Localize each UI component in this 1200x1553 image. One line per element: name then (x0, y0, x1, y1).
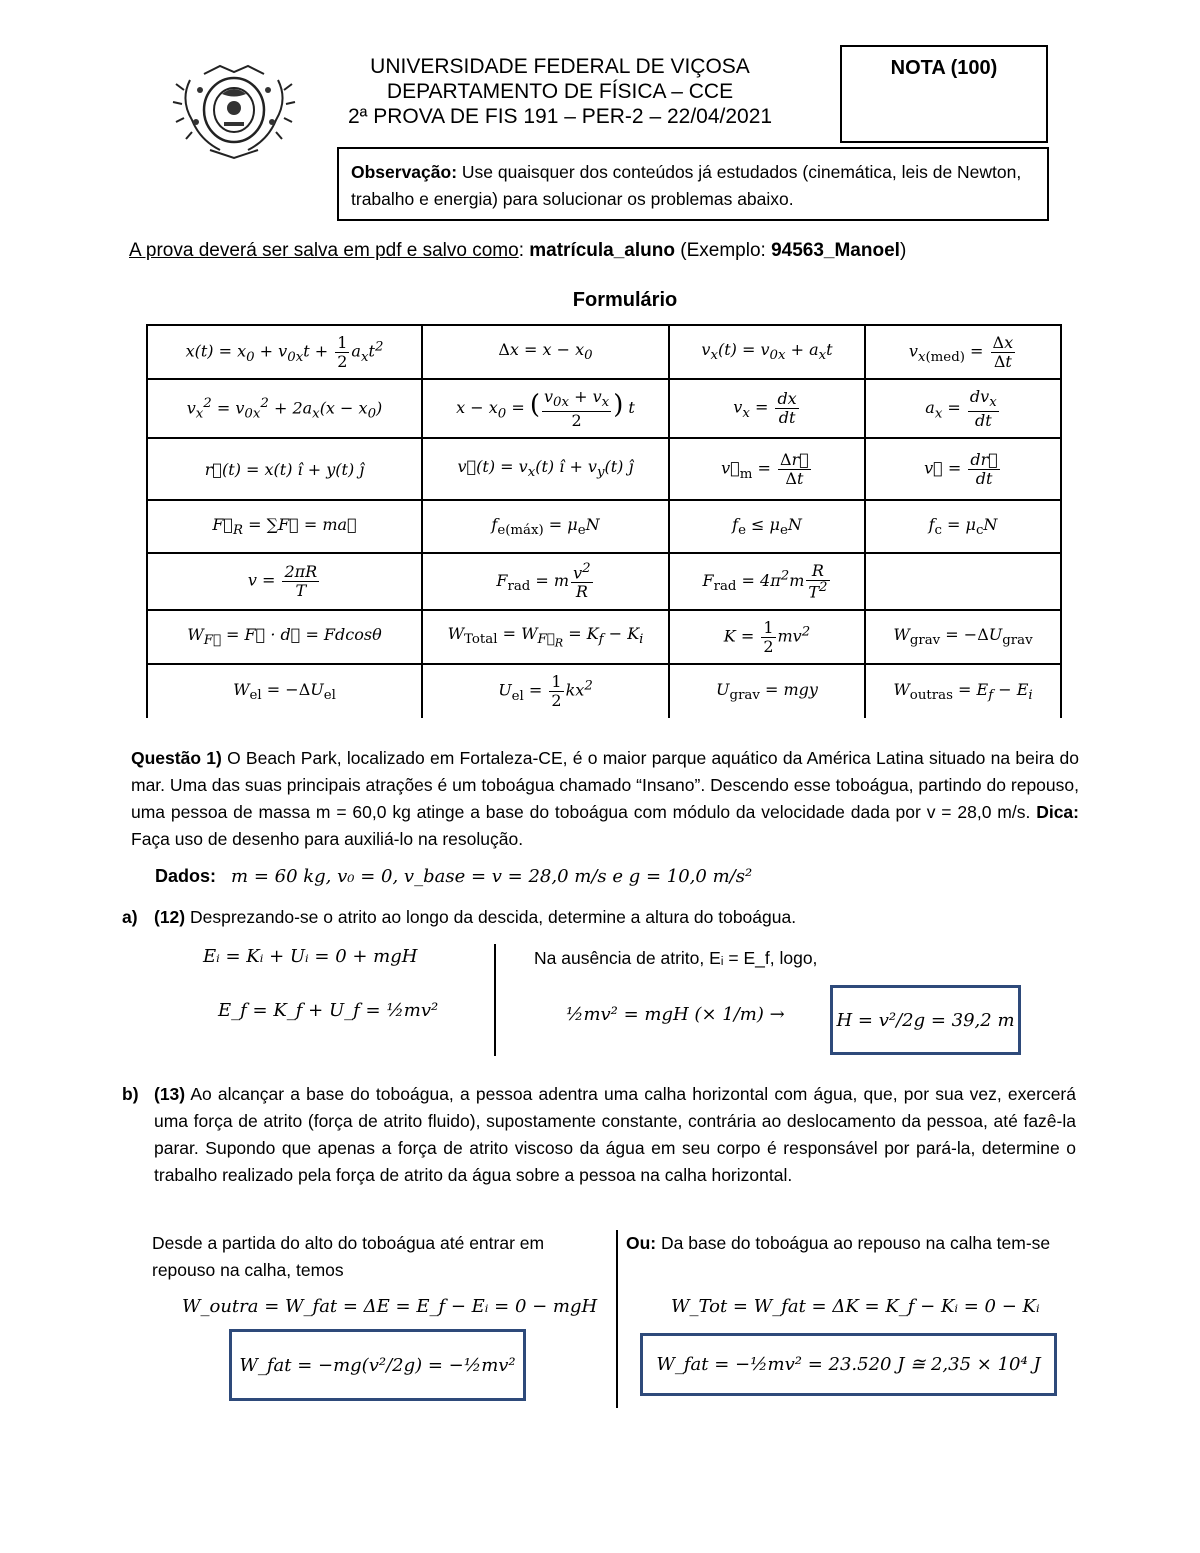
observation-text: Use quaisquer dos conteúdos já estudados (cinemática, leis de Newton, trabalho e energia) para solucionar os problemas abaixo. (351, 162, 1022, 209)
part-b-left-text: Desde a partida do alto do toboágua até entrar em repouso na calha, temos (152, 1233, 545, 1280)
part-b-right-label: Ou: (626, 1233, 657, 1253)
save-instructions: A prova deverá ser salva em pdf e salvo como: matrícula_aluno (Exemplo: 94563_Manoel) (129, 240, 907, 261)
formula-cell: $v⃗_m$ = $\frac{\Delta r⃗}{\Delta t}$ (669, 438, 865, 500)
hint-label: Dica: (1030, 802, 1079, 822)
part-b-right-result-box (640, 1333, 1057, 1396)
formula-cell: $v_x(t) = v_{0x} + a_xt$ (669, 325, 865, 379)
formula-cell: $W_{el} = -\Delta U_{el}$ (147, 664, 422, 718)
part-a-energy-equation: ½mv² = mgH (× 1/m) → (566, 1004, 785, 1025)
formula-cell: r⃗(t) = x(t) î + y(t) ĵ (147, 438, 422, 500)
part-b-left-result-box (229, 1329, 526, 1401)
divider-line (616, 1230, 618, 1408)
formula-cell: $W_{outras} = E_f - E_i$ (865, 664, 1061, 718)
formula-cell: v = $\frac{2\pi R}{T}$ (147, 553, 422, 610)
formula-cell: $f_{e(máx)} = \mu_eN$ (422, 500, 669, 553)
exam-header (340, 54, 780, 129)
hint-text: Faça uso de desenho para auxiliá-lo na resolução. (131, 829, 524, 849)
formula-cell: $U_{grav}$ = mgy (669, 664, 865, 718)
formula-row (147, 500, 1061, 553)
part-b-label: b) (122, 1084, 139, 1104)
part-a-result-box (830, 985, 1021, 1055)
formula-cell: $W_{F⃗}$ = F⃗ · d⃗ = Fdcosθ (147, 610, 422, 664)
exam-title: 2ª PROVA DE FIS 191 – PER-2 – 22/04/2021 (347, 105, 773, 128)
part-b-left-result: W_fat = −mg(v²/2g) = −½mv² (239, 1354, 516, 1376)
formula-cell: $f_e \le \mu_eN$ (669, 500, 865, 553)
given-data-values: m = 60 kg, v₀ = 0, v_base = v = 28,0 m/s e g = 10,0 m/s² (231, 866, 753, 887)
formula-cell: $v_x^2 = v_{0x}^2 + 2a_x(x - x_0)$ (147, 379, 422, 438)
formula-row (147, 610, 1061, 664)
formula-cell: $F_{rad} = m$ $\frac{v^2}{R}$ (422, 553, 669, 610)
question-1 (131, 745, 1079, 853)
university-name: UNIVERSIDADE FEDERAL DE VIÇOSA (370, 55, 750, 78)
formula-table (146, 324, 1062, 718)
formula-cell: $F_{rad} = 4\pi^2m$ $\frac{R}{T^2}$ (669, 553, 865, 610)
formula-cell: $U_{el}$ = $\frac{1}{2}$ $kx^2$ (422, 664, 669, 718)
formula-row (147, 553, 1061, 610)
formula-cell (865, 553, 1061, 610)
formula-cell: v⃗ = $\frac{dr⃗}{dt}$ (865, 438, 1061, 500)
formula-cell: $W_{Total} = W_{F⃗_R} = K_f - K_i$ (422, 610, 669, 664)
formula-cell: v⃗(t) = $v_x(t)$ î + $v_y(t)$ ĵ (422, 438, 669, 500)
save-instructions-underlined: A prova deverá ser salva em pdf e salvo como (129, 240, 519, 261)
observation-box (337, 147, 1049, 221)
grade-box (840, 45, 1048, 143)
formula-cell: $x(t) = x_0 + v_{0x}t$ + $\frac{1}{2}$ $a_xt^2$ (147, 325, 422, 379)
observation-label: Observação: (351, 162, 458, 182)
question-1-text: O Beach Park, localizado em Fortaleza-CE, é o maior parque aquático da América Latina situado na beira do mar. Uma das suas principais atrações é um toboágua chamado “Insano”. Descendo esse toboágua, partindo do repouso, uma pessoa de massa m = 60,0 kg atinge a base do toboágua com módulo da velocidade dada por v = 28,0 m/s. (131, 748, 1079, 822)
part-a-initial-energy: Eᵢ = Kᵢ + Uᵢ = 0 + mgH (203, 946, 418, 967)
given-data-label: Dados: (155, 866, 217, 886)
part-a-label: a) (122, 907, 138, 927)
file-format: matrícula_aluno (529, 240, 675, 261)
university-seal-logo (170, 60, 298, 160)
part-a-note: Na ausência de atrito, Eᵢ = E_f, logo, (534, 948, 818, 968)
part-a-result: H = v²/2g = 39,2 m (836, 1009, 1015, 1031)
formula-cell: $a_x$ = $\frac{dv_x}{dt}$ (865, 379, 1061, 438)
part-a-final-energy: E_f = K_f + U_f = ½mv² (218, 1000, 439, 1021)
formula-cell: $\Delta x = x - x_0$ (422, 325, 669, 379)
part-b-right-result: W_fat = −½mv² = 23.520 J ≅ 2,35 × 10⁴ J (656, 1354, 1041, 1375)
formula-cell: $F⃗_R$ = ∑F⃗ = ma⃗ (147, 500, 422, 553)
part-b-right-text: Ou: Da base do toboágua ao repouso na calha tem-se (626, 1233, 1051, 1253)
grade-label: NOTA (100) (890, 57, 998, 79)
formula-cell: $v_x$ = $\frac{dx}{dt}$ (669, 379, 865, 438)
question-1-label: Questão 1) (131, 748, 222, 768)
formula-row (147, 664, 1061, 718)
formula-cell: $x - x_0$ = ( $\frac{v_{0x} + v_x}{2}$ ) t (422, 379, 669, 438)
formula-row (147, 325, 1061, 379)
given-data (155, 866, 1055, 887)
divider-line (494, 944, 496, 1056)
formula-sheet-title: Formulário (572, 289, 678, 311)
part-a-points: (12) (154, 907, 186, 927)
part-b-text: Ao alcançar a base do toboágua, a pessoa adentra uma calha horizontal com água, que, por sua vez, exercerá uma força de atrito (força de atrito fluido), supostamente constante, contrária ao deslocamento da pessoa, até fazê-la parar. Supondo que apenas a força de atrito viscoso da água em seu corpo é responsável por pará-la, determine o trabalho realizado pela força de atrito da água sobre a pessoa na calha horizontal. (154, 1084, 1076, 1185)
part-b-left-equation: W_outra = W_fat = ΔE = E_f − Eᵢ = 0 − mgH (182, 1296, 598, 1317)
part-a (122, 904, 1082, 931)
department-name: DEPARTAMENTO DE FÍSICA – CCE (386, 80, 734, 103)
part-a-text: Desprezando-se o atrito ao longo da descida, determine a altura do toboágua. (185, 907, 797, 927)
part-b (122, 1081, 1082, 1189)
formula-row (147, 379, 1061, 438)
formula-cell: K = $\frac{1}{2}$ $mv^2$ (669, 610, 865, 664)
formula-cell: $f_c = \mu_cN$ (865, 500, 1061, 553)
formula-row (147, 438, 1061, 500)
formula-cell: $W_{grav} = -\Delta U_{grav}$ (865, 610, 1061, 664)
part-b-right-equation: W_Tot = W_fat = ΔK = K_f − Kᵢ = 0 − Kᵢ (671, 1296, 1040, 1317)
part-b-points: (13) (154, 1084, 186, 1104)
formula-cell: $v_{x(med)}$ = $\frac{\Delta x}{\Delta t}$ (865, 325, 1061, 379)
file-example: 94563_Manoel (771, 240, 900, 261)
